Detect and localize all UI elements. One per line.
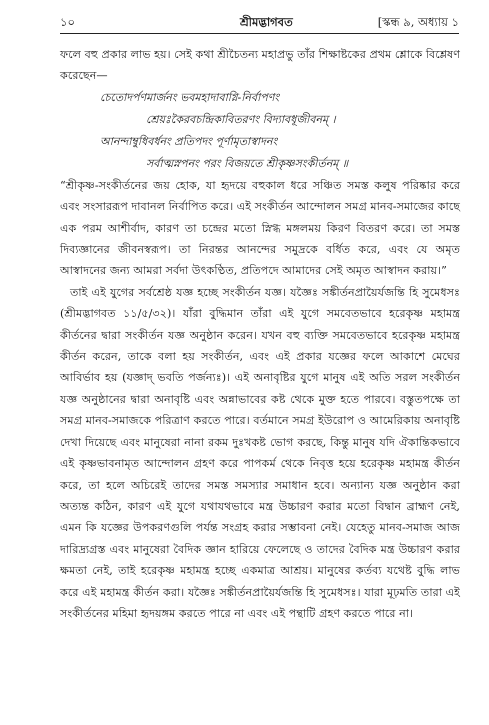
verse-line: আনন্দাম্বুধিবর্ধনং প্রতিপদং পূর্ণামৃতাস্বাদনং	[100, 134, 278, 148]
verse-line: চেতোদর্পণমার্জনং ভবমহাদাবাগ্নি-নির্বাপণং	[100, 90, 280, 104]
header-rule	[60, 33, 459, 34]
sanskrit-verse	[60, 87, 460, 175]
intro-paragraph: ফলে বহু প্রকার লাভ হয়। সেই কথা শ্রীচৈতন্য মহাপ্রভু তাঁর শিক্ষাষ্টকের প্রথম শ্লোকে বিশ্লেষণ করেছেন—	[60, 48, 460, 83]
page-number: ১০	[60, 15, 75, 29]
running-title: শ্রীমদ্ভাগবত	[240, 15, 293, 29]
page-header	[60, 14, 459, 32]
purport-paragraph: তাই এই যুগের সর্বশ্রেষ্ঠ যজ্ঞ হচ্ছে সংকীর্তন যজ্ঞ। যজ্ঞৈঃ সঙ্কীর্তনপ্রায়ৈর্যজন্তি হি সুমেধসঃ (শ্রীমদ্ভাগবত ১১/৫/৩২)। যাঁরা বুদ্ধিমান তাঁরা এই যুগে সমবেতভাবে হরেকৃষ্ণ মহামন্ত্র কীর্তনের দ্বারা সংকীর্তন যজ্ঞ অনুষ্ঠান করেন। যখন বহু ব্যক্তি সমবেতভাবে হরেকৃষ্ণ মহামন্ত্র কীর্তন করেন, তাকে বলা হয় সংকীর্তন, এবং এই প্রকার যজ্ঞের ফলে আকাশে মেঘের আবির্ভাব হয় (যজ্ঞাদ্ ভবতি পর্জন্যঃ)। এই অনাবৃষ্টির যুগে মানুষ এই অতি সরল সংকীর্তন যজ্ঞ অনুষ্ঠানের দ্বারা অনাবৃষ্টি এবং অন্নাভাবের কষ্ট থেকে মুক্ত হতে পারবে। বস্তুতপক্ষে তা সমগ্র মানব-সমাজকে পরিত্রাণ করতে পারে। বর্তমানে সমগ্র ইউরোপ ও আমেরিকায় অনাবৃষ্টি দেখা দিয়েছে এবং মানুষেরা নানা রকম দুঃখকষ্ট ভোগ করছে, কিন্তু মানুষ যদি ঐকান্তিকভাবে এই কৃষ্ণভাবনামৃত আন্দোলন গ্রহণ করে পাপকর্ম থেকে নিবৃত্ত হয়ে হরেকৃষ্ণ মহামন্ত্র কীর্তন করে, তা হলে অচিরেই তাদের সমস্ত সমস্যার সমাধান হবে। অন্যান্য যজ্ঞ অনুষ্ঠান করা অত্যন্ত কঠিন, কারণ এই যুগে যথাযথভাবে মন্ত্র উচ্চারণ করার মতো বিদ্বান ব্রাহ্মণ নেই, এমন কি যজ্ঞের উপকরণগুলি পর্যন্ত সংগ্রহ করার সম্ভাবনা নেই। যেহেতু মানব-সমাজ আজ দারিদ্র্যগ্রস্ত এবং মানুষেরা বৈদিক জ্ঞান হারিয়ে ফেলেছে ও তাদের বৈদিক মন্ত্র উচ্চারণ করার ক্ষমতা নেই, তাই হরেকৃষ্ণ মহামন্ত্র হচ্ছে একমাত্র আশ্রয়। মানুষের কর্তব্য যথেষ্ট বুদ্ধি লাভ করে এই মহামন্ত্র কীর্তন করা। যজ্ঞৈঃ সঙ্কীর্তনপ্রায়ৈর্যজন্তি হি সুমেধসঃ। যারা মূঢ়মতি তারা এই সংকীর্তনের মহিমা হৃদয়ঙ্গম করতে পারে না এবং এই পন্থাটি গ্রহণ করতে পারে না।	[60, 285, 460, 620]
verse-translation: “শ্রীকৃষ্ণ-সংকীর্তনের জয় হোক, যা হৃদয়ে বহুকাল ধরে সঞ্চিত সমস্ত কলুষ পরিষ্কার করে এবং সংসাররূপ দাবানল নির্বাপিত করে। এই সংকীর্তন আন্দোলন সমগ্র মানব-সমাজের কাছে এক পরম আশীর্বাদ, কারণ তা চন্দ্রের মতো স্নিগ্ধ মঙ্গলময় কিরণ বিতরণ করে। তা সমস্ত দিব্যজ্ঞানের জীবনস্বরূপ। তা নিরন্তর আনন্দের সমুদ্রকে বর্ধিত করে, এবং যে অমৃত আস্বাদনের জন্য আমরা সর্বদা উৎকণ্ঠিত, প্রতিপদে আমাদের সেই অমৃত আস্বাদন করায়।”	[60, 178, 460, 278]
page-body	[60, 44, 460, 624]
chapter-location: [স্কন্ধ ৯, অধ্যায় ১	[377, 15, 459, 29]
verse-line: শ্রেয়ঃকৈরবচন্দ্রিকাবিতরণং বিদ্যাবধূজীবনম্ ।	[146, 112, 336, 126]
verse-line: সর্বাত্মস্নপনং পরং বিজয়তে শ্রীকৃষ্ণসংকীর্তনম্ ॥	[146, 156, 349, 170]
